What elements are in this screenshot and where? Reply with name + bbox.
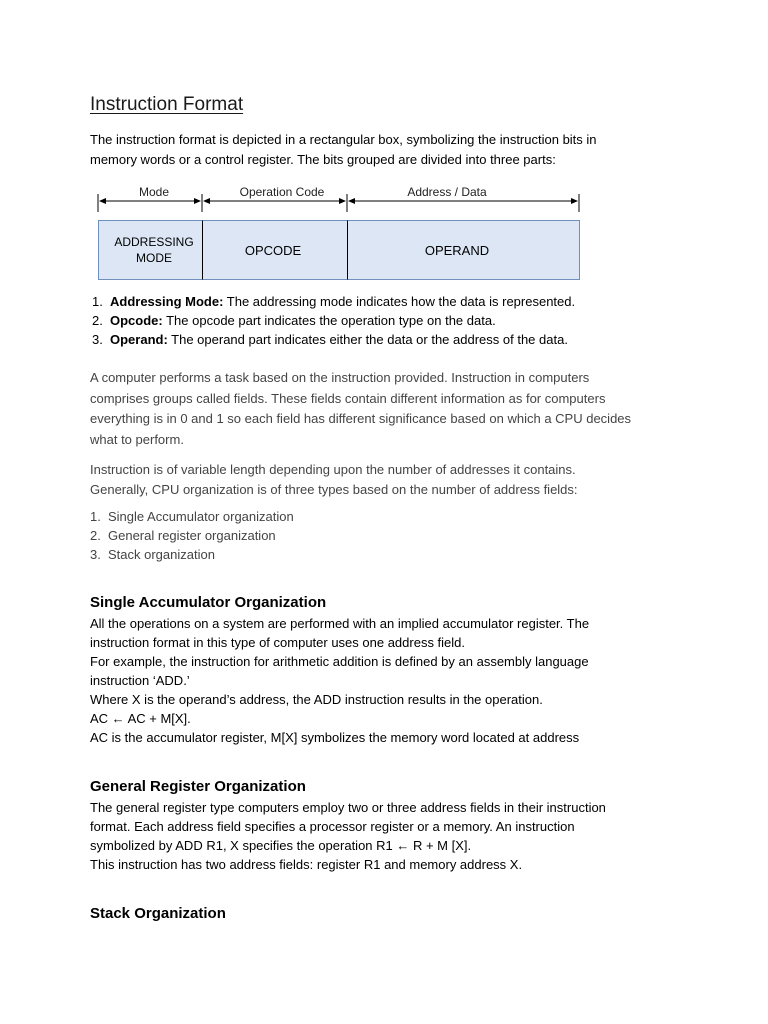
organization-types-list bbox=[90, 507, 294, 564]
single-accumulator-heading: Single Accumulator Organization bbox=[90, 594, 327, 611]
intro-line: The instruction format is depicted in a rectangular box, symbolizing the instruction bits in bbox=[90, 132, 597, 147]
list-item: 2. Opcode: The opcode part indicates the operation type on the data. bbox=[92, 313, 496, 328]
arrowhead bbox=[339, 198, 346, 204]
intro-paragraph bbox=[90, 130, 597, 170]
intro-line: memory words or a control register. The bits grouped are divided into three parts: bbox=[90, 152, 556, 167]
opcode-box-label: OPCODE bbox=[244, 243, 302, 258]
list-item: 3. Operand: The operand part indicates either the data or the address of the data. bbox=[92, 332, 568, 347]
single-accumulator-body: All the operations on a system are performed with an implied accumulator register. The instruction format in this type of computer uses one address field. For example, the instruction for arithmetic addition is defined by an assembly language instruction ‘ADD.’ Where X is the operand’s address, the ADD instruction results in the operation. AC ← AC + M[X]. AC is the accumulator register, M[X] symbolizes the memory word located at address bbox=[90, 616, 590, 745]
list-item: 1. Single Accumulator organization bbox=[90, 509, 294, 524]
arrowhead bbox=[571, 198, 578, 204]
addressing-mode-box-label: MODE bbox=[136, 251, 172, 265]
addressing-mode-box-label: ADDRESSING bbox=[114, 235, 194, 249]
page-title: Instruction Format bbox=[90, 94, 244, 115]
arrowhead bbox=[348, 198, 355, 204]
parts-list bbox=[92, 292, 575, 349]
instruction-box bbox=[99, 221, 580, 280]
variable-length-paragraph: Instruction is of variable length depending upon the number of addresses it contains. Generally, CPU organization is of three types based on the number of address fields: bbox=[90, 462, 578, 497]
list-item: 2. General register organization bbox=[90, 528, 276, 543]
operand-box-label: OPERAND bbox=[424, 243, 490, 258]
instruction-format-diagram bbox=[90, 180, 590, 286]
stack-organization-heading: Stack Organization bbox=[90, 905, 226, 922]
computer-paragraph: A computer performs a task based on the instruction provided. Instruction in computers comprises groups called fields. These fields contain different information as for computers everything is in 0 and 1 so each field has different significance based on which a CPU decides what to perform. bbox=[90, 370, 632, 447]
operation-code-label: Operation Code bbox=[239, 185, 325, 199]
arrowhead bbox=[99, 198, 106, 204]
list-item: 3. Stack organization bbox=[90, 547, 215, 562]
arrowhead bbox=[203, 198, 210, 204]
address-data-label: Address / Data bbox=[407, 185, 487, 199]
arrowhead bbox=[194, 198, 201, 204]
mode-label: Mode bbox=[138, 185, 170, 199]
general-register-heading: General Register Organization bbox=[90, 778, 306, 795]
general-register-body: The general register type computers employ two or three address fields in their instruction format. Each address field specifies a processor register or a memory. An instruction symbolized by ADD R1, X specifies the operation R1 ← R + M [X]. This instruction has two address fields: register R1 and memory address X. bbox=[90, 800, 606, 872]
list-item: 1. Addressing Mode: The addressing mode indicates how the data is represented. bbox=[92, 294, 576, 309]
